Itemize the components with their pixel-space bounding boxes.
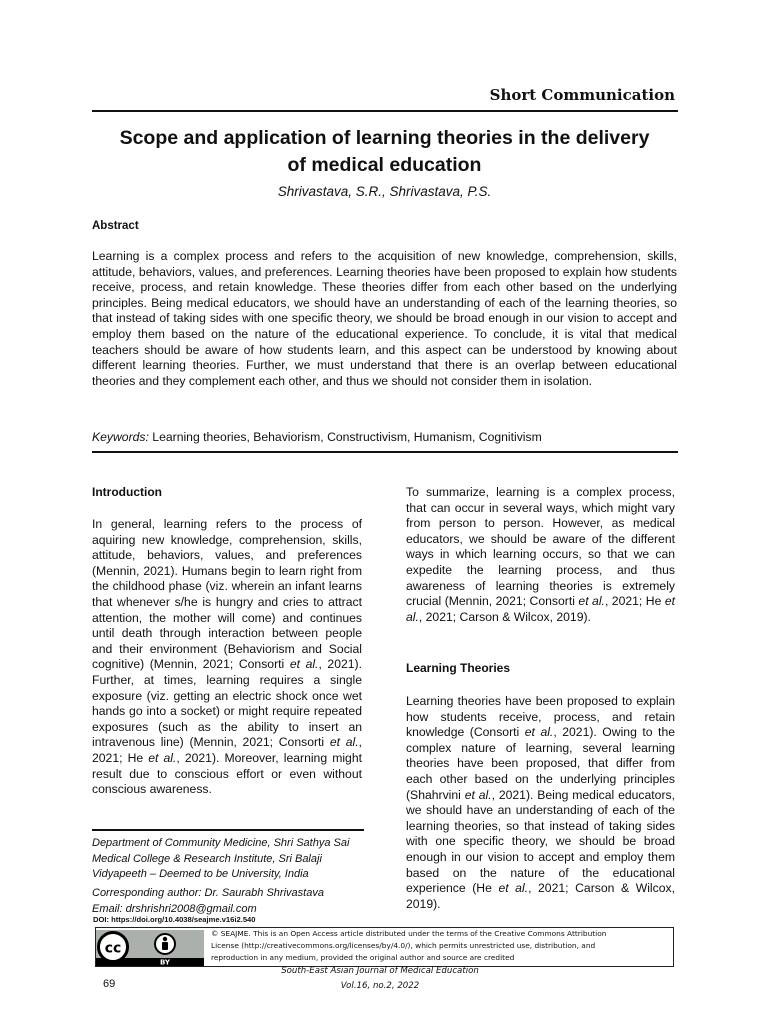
license-line-3: reproduction in any medium, provided the original author and source are credited [211, 953, 515, 962]
introduction-heading: Introduction [92, 485, 162, 499]
intro-et-al-3: et al. [148, 750, 177, 765]
keywords [92, 430, 677, 444]
learning-theories-heading: Learning Theories [406, 661, 511, 675]
affiliation: Department of Community Medicine, Shri Sathya Sai Medical College & Research Institute, Sri Balaji Vidyapeeth – Deemed to be University, India [92, 837, 350, 880]
summary-text-1: To summarize, learning is a complex process, that can occur in several ways, which might vary from person to person. However, as medical educators, we should be aware of the different ways in which learning occurs, so that we can expedite the learning process, and thus awareness of learning theories is extremely crucial (Mennin, 2021; Consorti [406, 485, 675, 609]
abstract-heading: Abstract [92, 220, 139, 232]
article-title [92, 125, 677, 179]
summary-et-al-1: et al. [578, 594, 605, 609]
correspondence [92, 886, 364, 917]
author-email[interactable]: Email: drshrishri2008@gmail.com [92, 902, 257, 915]
introduction-paragraph [92, 517, 362, 798]
journal-volume: Vol.16, no.2, 2022 [340, 981, 420, 991]
page-number: 69 [103, 978, 116, 990]
summary-text-2: , 2021; He [604, 594, 665, 609]
section-label: Short Communication [489, 86, 675, 104]
cc-label: cc [104, 940, 122, 957]
summary-et-al-2: et al. [406, 594, 675, 624]
license-text [211, 928, 669, 964]
journal-name: South-East Asian Journal of Medical Education [281, 966, 479, 976]
intro-text-1: In general, learning refers to the process of aquiring new knowledge, comprehension, skills, attitude, behaviors, values, and preferences (Mennin, 2021). Humans begin to learn right from the childhood phase (viz. wherein an infant learns that whenever s/he is hungry and cries to attract attention, the mother will come) and continues until death through interaction between people and their environment (Behaviorism and Social cognitive) (Mennin, 2021; Consorti [92, 517, 362, 672]
summary-paragraph [406, 485, 675, 625]
theories-text-4: , 2021; Carson & Wilcox, 2019). [406, 881, 675, 911]
keywords-list: Learning theories, Behaviorism, Constructivism, Humanism, Cognitivism [152, 430, 542, 444]
intro-text-3: , 2021; He [92, 735, 362, 765]
title-line-1: Scope and application of learning theories in the delivery [119, 127, 650, 149]
theories-text-2: , 2021). Owing to the complex nature of learning, several learning theories have been proposed, that differ from each other based on the underlying principles (Shahrvini [406, 725, 676, 802]
by-label: BY [159, 958, 171, 966]
abstract-rule [92, 451, 678, 453]
abstract-text: Learning is a complex process and refers to the acquisition of new knowledge, comprehension, skills, attitude, behaviors, values, and preferences. Learning theories have been proposed to explain how students receive, process, and retain knowledge. These theories differ from each other based on the underlying principles. Being medical educators, we should have an understanding of each of the learning theories, so that instead of taking sides with one specific theory, we should be broad enough in our vision to accept and employ them based on the nature of the educational experience. To conclude, it is vital that medical teachers should be aware of how students learn, and this aspect can be understood by knowing about different learning theories. Further, we must understand that there is an overlap between educational theories and they complement each other, and thus we should not consider them in isolation. [92, 249, 677, 388]
theories-et-al-3: et al. [498, 881, 529, 896]
corresponding-author: Corresponding author: Dr. Saurabh Shrivastava [92, 887, 324, 899]
header-rule [92, 110, 678, 112]
keywords-label: Keywords: [92, 430, 149, 444]
affiliation-rule [92, 829, 364, 831]
title-line-2: of medical education [287, 154, 482, 176]
learning-theories-paragraph [406, 694, 675, 912]
intro-text-4: , 2021). Moreover, learning might result due to conscious effort or even without conscious awareness. [92, 750, 362, 797]
intro-et-al-2: et al. [329, 735, 359, 750]
journal-info [230, 964, 530, 994]
intro-et-al-1: et al. [289, 657, 319, 672]
intro-text-2: , 2021). Further, at times, learning requires a single exposure (viz. getting an electric shock once wet hands go into a socket) or might require repeated exposures (such as the ability to insert an intravenous line) (Mennin, 2021; Consorti [92, 657, 362, 750]
license-line-1: © SEAJME. This is an Open Access article distributed under the terms of the Creative Commons Attribution [211, 929, 607, 938]
cc-by-badge[interactable] [96, 930, 204, 966]
cc-by-icon [96, 930, 204, 966]
summary-text-3: , 2021; Carson & Wilcox, 2019). [418, 609, 591, 624]
doi-link[interactable]: DOI: https://doi.org/10.4038/seajme.v16i2.540 [93, 915, 256, 924]
license-line-2: License (http://creativecommons.org/licenses/by/4.0/), which permits unrestricted use, distribution, and [211, 941, 596, 950]
theories-text-3: , 2021). Being medical educators, we should have an understanding of each of the learning theories, so that instead of taking sides with one specific theory, we should be broad enough in our vision to accept and employ them based on the nature of the educational experience (He [406, 787, 675, 896]
theories-et-al-2: et al. [464, 787, 492, 802]
article-authors: Shrivastava, S.R., Shrivastava, P.S. [277, 184, 492, 199]
theories-text-1: Learning theories have been proposed to explain how students receive, process, and retain knowledge (Consorti [406, 694, 675, 740]
theories-et-al-1: et al. [524, 725, 554, 740]
